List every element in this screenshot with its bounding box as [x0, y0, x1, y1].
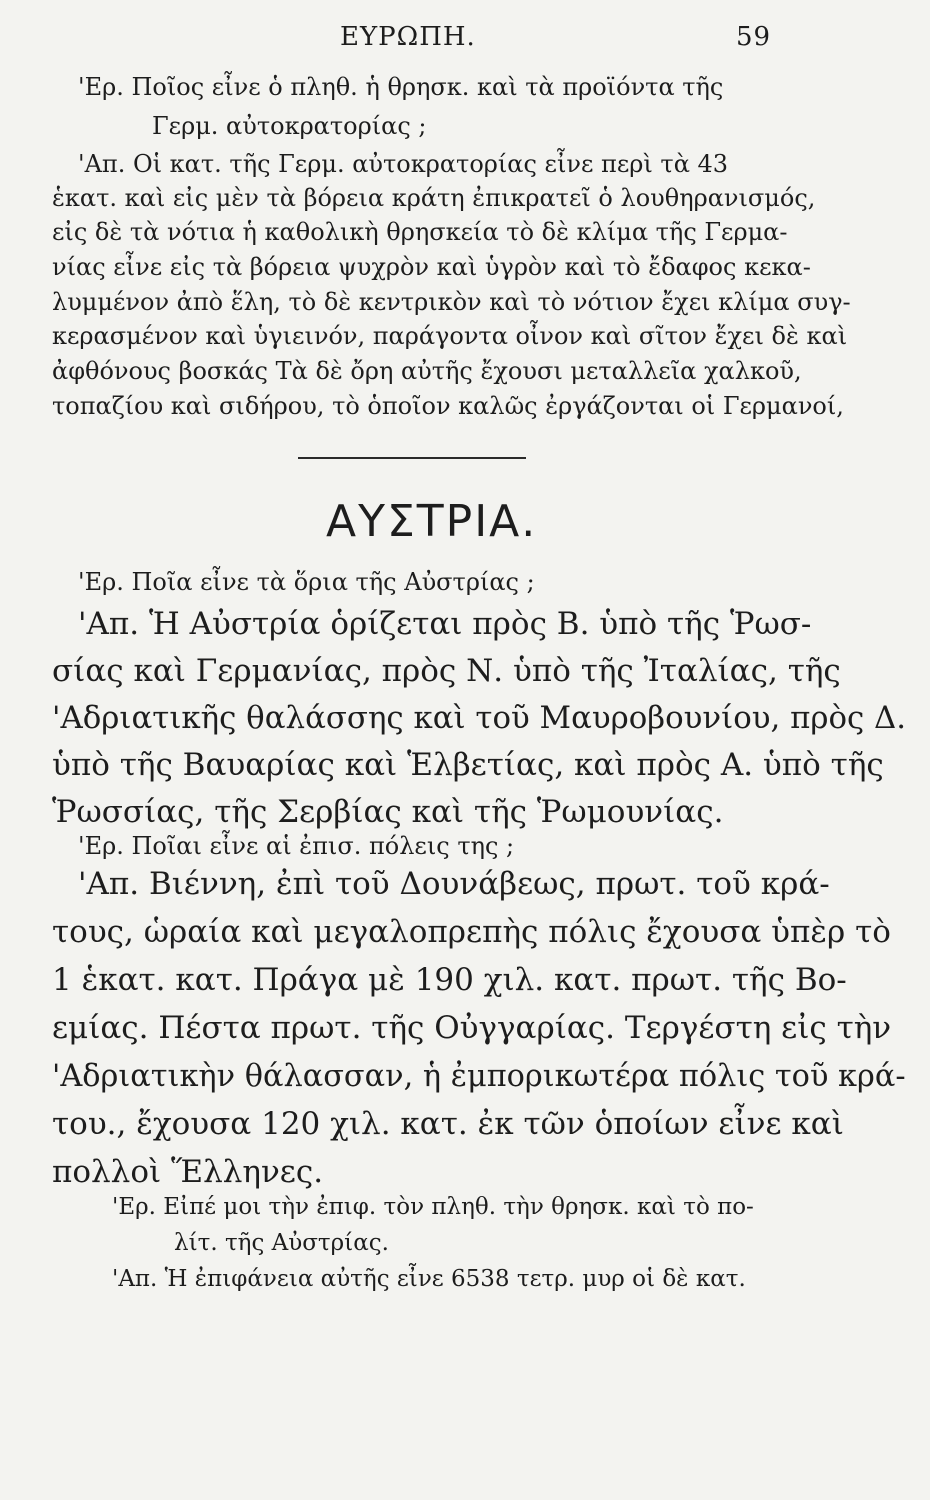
section-divider — [298, 457, 526, 459]
austria-line: 'Απ. Ἡ Αὐστρία ὁρίζεται πρὸς Β. ὑπὸ τῆς Ῥωσ- — [78, 606, 812, 642]
austria-line: πολλοὶ Ἕλληνες. — [52, 1154, 324, 1190]
austria-line: 'Ερ. Ποῖαι εἶνε αἱ ἐπισ. πόλεις της ; — [78, 832, 515, 860]
austria-line: 'Απ. Βιέννη, ἐπὶ τοῦ Δουνάβεως, πρωτ. τοῦ κρά- — [78, 866, 830, 902]
germany-line: τοπαζίου καὶ σιδήρου, τὸ ὁποῖον καλῶς ἐργάζονται οἱ Γερμανοί, — [52, 392, 844, 420]
germany-line: 'Απ. Οἱ κατ. τῆς Γερμ. αὐτοκρατορίας εἶνε περὶ τὰ 43 — [78, 150, 729, 178]
austria-line: τους, ὡραία καὶ μεγαλοπρεπὴς πόλις ἔχουσα ὑπὲρ τὸ — [52, 914, 891, 950]
section-title: ΑΥΣΤΡΙΑ. — [326, 496, 538, 547]
austria-line: 'Απ. Ἡ ἐπιφάνεια αὐτῆς εἶνε 6538 τετρ. μυρ οἱ δὲ κατ. — [112, 1266, 746, 1292]
austria-line: 'Αδριατικῆς θαλάσσης καὶ τοῦ Μαυροβουνίου, πρὸς Δ. — [52, 700, 907, 736]
austria-line: λίτ. τῆς Αὐστρίας. — [174, 1230, 389, 1256]
austria-line: ὑπὸ τῆς Βαυαρίας καὶ Ἑλβετίας, καὶ πρὸς Α. ὑπὸ τῆς — [52, 747, 884, 783]
germany-line: λυμμένον ἀπὸ ἕλη, τὸ δὲ κεντρικὸν καὶ τὸ νότιον ἔχει κλίμα συγ- — [52, 288, 851, 316]
germany-line: νίας εἶνε εἰς τὰ βόρεια ψυχρὸν καὶ ὑγρὸν καὶ τὸ ἔδαφος κεκα- — [52, 253, 811, 281]
running-header: ΕΥΡΩΠΗ. — [340, 22, 476, 52]
page-number: 59 — [736, 22, 772, 52]
germany-line: εἰς δὲ τὰ νότια ἡ καθολικὴ θρησκεία τὸ δὲ κλίμα τῆς Γερμα- — [52, 218, 788, 246]
austria-line: 'Ερ. Ποῖα εἶνε τὰ ὅρια τῆς Αὐστρίας ; — [78, 568, 535, 596]
germany-line: ἀφθόνους βοσκάς Τὰ δὲ ὄρη αὐτῆς ἔχουσι μεταλλεῖα χαλκοῦ, — [52, 357, 802, 385]
germany-line: 'Ερ. Ποῖος εἶνε ὁ πληθ. ἡ θρησκ. καὶ τὰ προϊόντα τῆς — [78, 73, 724, 101]
austria-line: 'Αδριατικὴν θάλασσαν, ἡ ἐμπορικωτέρα πόλις τοῦ κρά- — [52, 1058, 906, 1094]
germany-line: κερασμένον καὶ ὑγιεινόν, παράγοντα οἶνον καὶ σῖτον ἔχει δὲ καὶ — [52, 322, 848, 350]
germany-line: ἑκατ. καὶ εἰς μὲν τὰ βόρεια κράτη ἐπικρατεῖ ὁ λουθηρανισμός, — [52, 184, 816, 212]
austria-line: σίας καὶ Γερμανίας, πρὸς Ν. ὑπὸ τῆς Ἰταλίας, τῆς — [52, 653, 841, 689]
austria-line: του., ἔχουσα 120 χιλ. κατ. ἐκ τῶν ὁποίων εἶνε καὶ — [52, 1106, 844, 1142]
austria-line: 'Ερ. Εἰπέ μοι τὴν ἐπιφ. τὸν πληθ. τὴν θρησκ. καὶ τὸ πο- — [112, 1194, 754, 1220]
austria-line: Ῥωσσίας, τῆς Σερβίας καὶ τῆς Ῥωμουνίας. — [52, 794, 724, 830]
austria-line: εμίας. Πέστα πρωτ. τῆς Οὐγγαρίας. Τεργέστη εἰς τὴν — [52, 1010, 892, 1046]
germany-line: Γερμ. αὐτοκρατορίας ; — [152, 112, 427, 140]
austria-line: 1 ἑκατ. κατ. Πράγα μὲ 190 χιλ. κατ. πρωτ. τῆς Βο- — [52, 962, 847, 998]
